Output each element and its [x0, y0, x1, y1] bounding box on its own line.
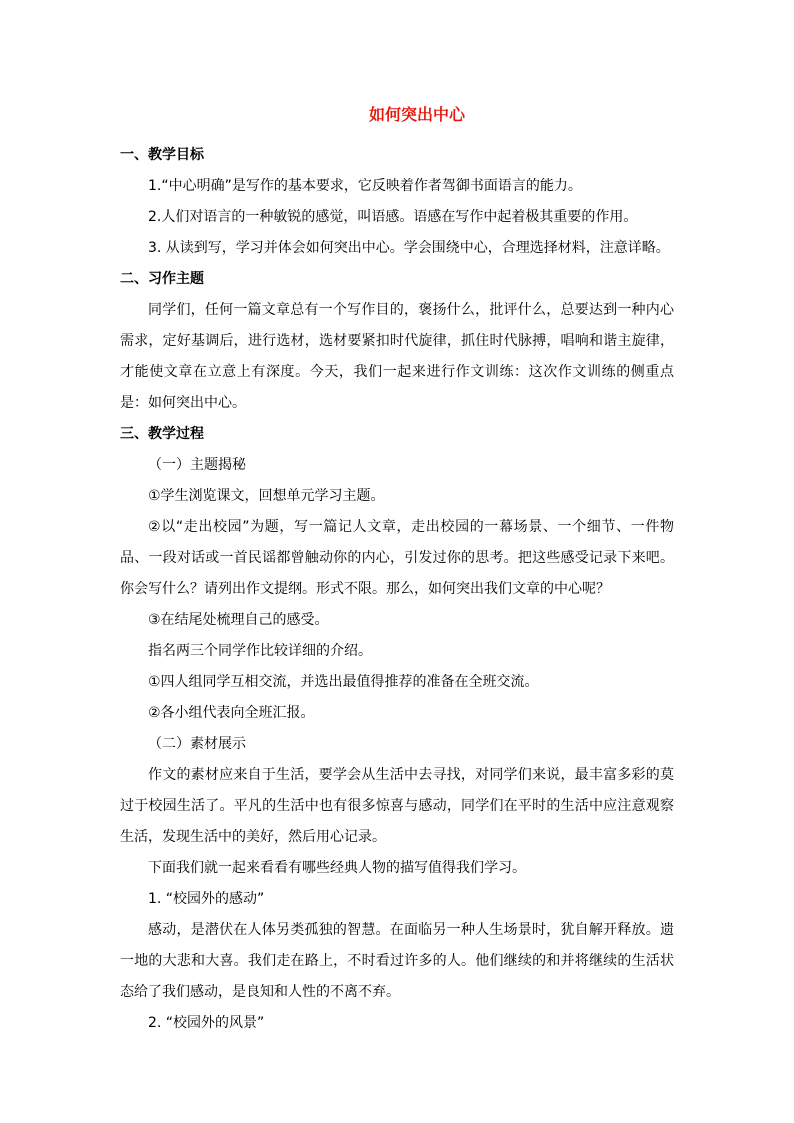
- section-heading-goals: 一、教学目标: [120, 147, 204, 163]
- document-body: [120, 140, 674, 1039]
- step-3: ③在结尾处梳理自己的感受。: [148, 612, 329, 628]
- document-title: 如何突出中心: [368, 105, 465, 124]
- material-item-1-title: 1. “校园外的感动”: [148, 891, 265, 907]
- step-note: 指名两三个同学作比较详细的介绍。: [148, 643, 372, 659]
- materials-paragraph-2: 下面我们就一起来看看有哪些经典人物的描写值得我们学习。: [148, 860, 526, 876]
- material-item-1-text: 感动，是潜伏在人体另类孤独的智慧。在面临另一种人生场景时，犹自解开释放。遗一地的大悲和大喜。我们走在路上，不时看过许多的人。他们继续的和并将继续的生活状态给了我们感动，是良知和人性的不离不弃。: [120, 922, 674, 1000]
- section-heading-process: 三、教学过程: [120, 426, 204, 442]
- step-2: ②以“走出校园”为题，写一篇记人文章，走出校园的一幕场景、一个细节、一件物品、一段对话或一首民谣都曾触动你的内心，引发过你的思考。把这些感受记录下来吧。你会写什么？请列出作文提纲。形式不限。那么，如何突出我们文章的中心呢？: [120, 519, 674, 597]
- subsection-heading-theme-reveal: （一）主题揭秘: [148, 457, 246, 473]
- theme-paragraph: 同学们，任何一篇文章总有一个写作目的，褒扬什么，批评什么，总要达到一种内心需求，定好基调后，进行选材，选材要紧扣时代旋律，抓住时代脉搏，唱响和谐主旋律，才能使文章在立意上有深度。今天，我们一起来进行作文训练：这次作文训练的侧重点是：如何突出中心。: [120, 302, 674, 411]
- step-1: ①学生浏览课文，回想单元学习主题。: [148, 488, 385, 504]
- subsection-heading-materials: （二）素材展示: [148, 736, 246, 752]
- materials-paragraph-1: 作文的素材应来自于生活，要学会从生活中去寻找，对同学们来说，最丰富多彩的莫过于校园生活了。平凡的生活中也有很多惊喜与感动，同学们在平时的生活中应注意观察生活，发现生活中的美好，然后用心记录。: [120, 767, 674, 845]
- goal-item-2: 2.人们对语言的一种敏锐的感觉，叫语感。语感在写作中起着极其重要的作用。: [148, 209, 638, 225]
- material-item-2-title: 2. “校园外的风景”: [148, 1015, 265, 1031]
- group-step-2: ②各小组代表向全班汇报。: [148, 705, 315, 721]
- goal-item-3: 3. 从读到写，学习并体会如何突出中心。学会围绕中心，合理选择材料，注意详略。: [148, 240, 670, 256]
- group-step-1: ①四人组同学互相交流，并选出最值得推荐的准备在全班交流。: [148, 674, 539, 690]
- section-heading-theme: 二、习作主题: [120, 271, 204, 287]
- goal-item-1: 1.“中心明确”是写作的基本要求，它反映着作者驾御书面语言的能力。: [148, 178, 582, 194]
